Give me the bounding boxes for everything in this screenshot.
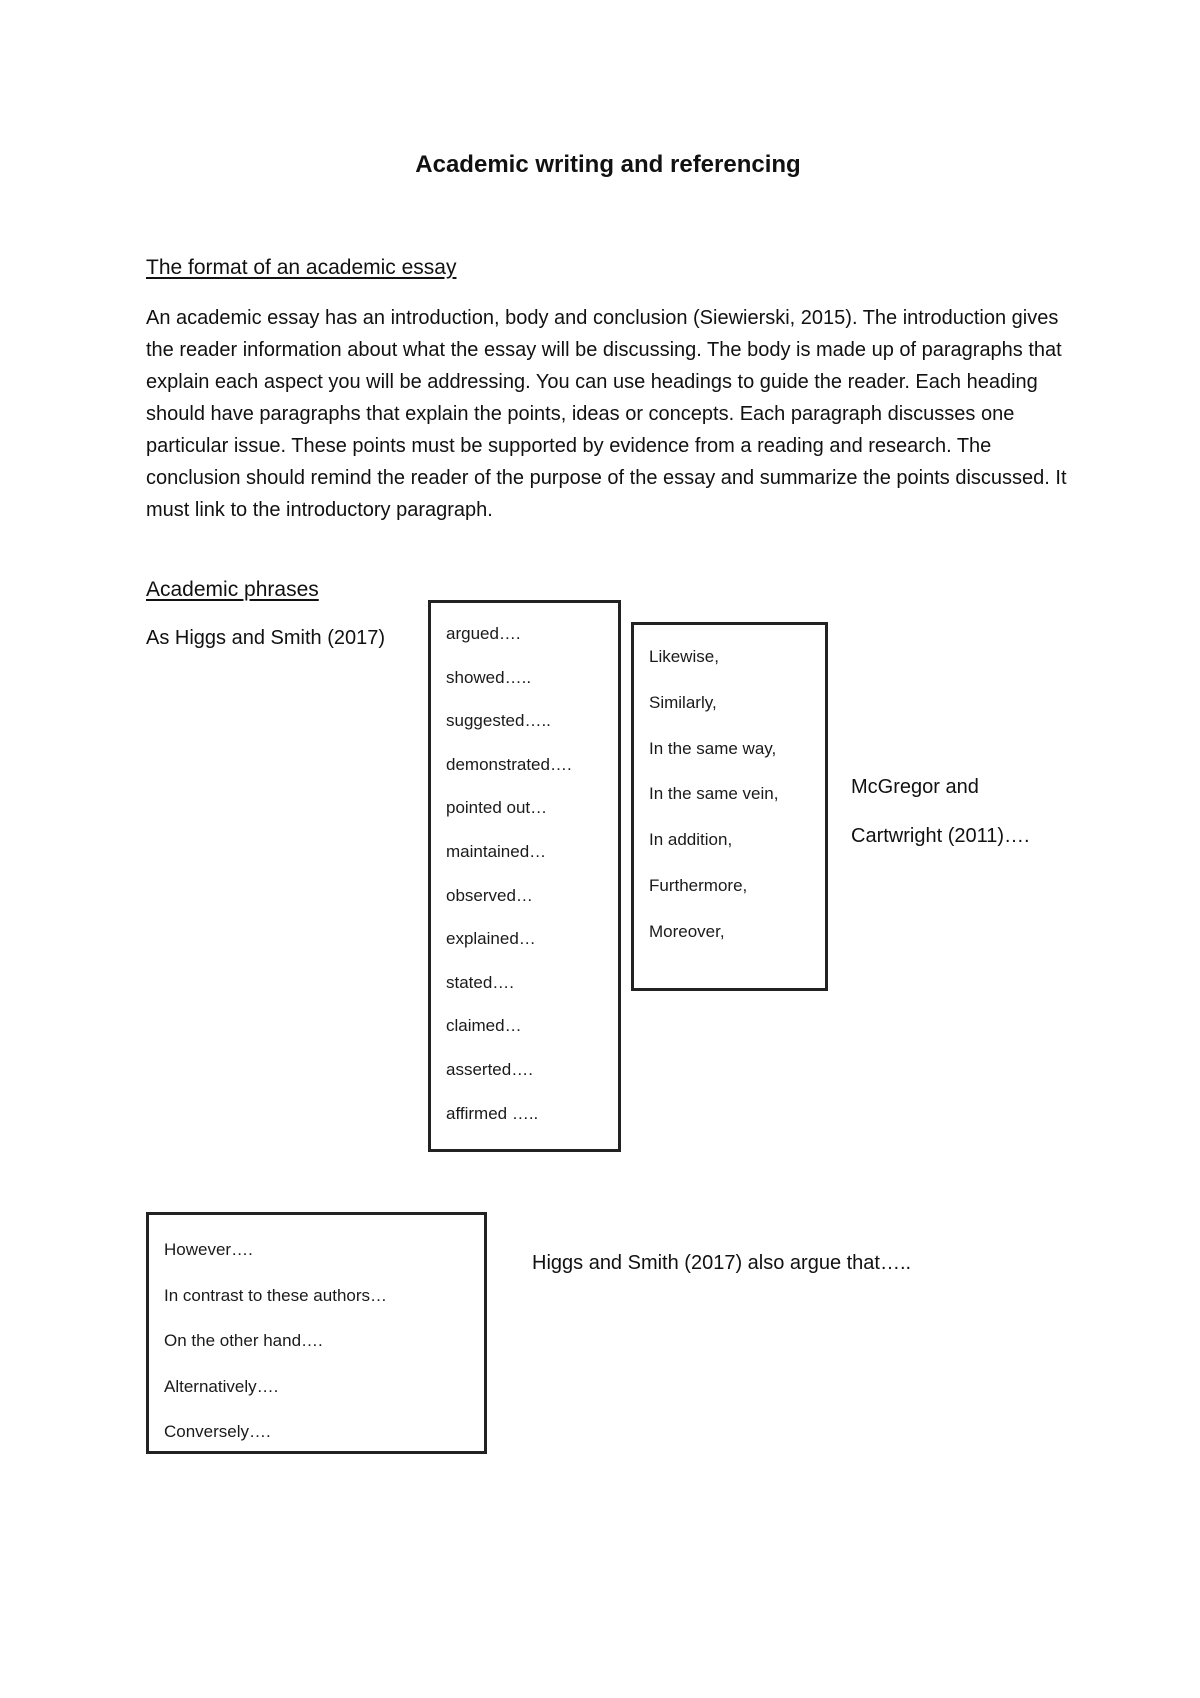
list-item: However…. [164, 1240, 253, 1259]
list-item: Likewise, [649, 647, 719, 666]
also-argue-phrase: Higgs and Smith (2017) also argue that….. [532, 1252, 912, 1274]
list-item: pointed out… [446, 798, 548, 818]
list-item: Furthermore, [649, 875, 748, 895]
section-heading-academic-phrases: Academic phrases [146, 578, 319, 601]
list-item: In the same vein, [649, 784, 779, 804]
list-item: affirmed ….. [446, 1103, 539, 1123]
list-item: Moreover, [649, 921, 725, 941]
list-item: Conversely…. [164, 1422, 271, 1442]
list-item: Similarly, [649, 692, 717, 712]
list-item: maintained… [446, 841, 547, 861]
list-item: explained… [446, 929, 536, 949]
list-item: argued…. [446, 624, 521, 643]
contrast-phrases-list [149, 1215, 484, 1455]
author-citation [851, 763, 1030, 861]
list-item: In contrast to these authors… [164, 1285, 388, 1305]
list-item: On the other hand…. [164, 1331, 323, 1351]
section-heading-essay-format: The format of an academic essay [146, 256, 457, 279]
intro-phrase: As Higgs and Smith (2017) [146, 627, 386, 649]
list-item: In addition, [649, 830, 733, 850]
list-item: In the same way, [649, 738, 777, 758]
list-item: stated…. [446, 972, 515, 992]
reporting-verbs-box [428, 600, 621, 1152]
list-item: suggested….. [446, 711, 551, 731]
list-item: claimed… [446, 1016, 522, 1036]
author-citation-line: Cartwright (2011)…. [851, 825, 1030, 847]
list-item: showed….. [446, 667, 532, 687]
document-title: Academic writing and referencing [415, 151, 801, 178]
reporting-verbs-list [431, 603, 618, 1135]
similarity-phrases-box [631, 622, 828, 991]
list-item: asserted…. [446, 1059, 533, 1079]
essay-format-paragraph: An academic essay has an introduction, body and conclusion (Siewierski, 2015). The introduction gives the reader information about what the essay will be discussing. The body is made up of paragraphs that explain each aspect you will be addressing. You can use headings to guide the reader. Each heading should have paragraphs that explain the points, ideas or concepts. Each paragraph discusses one particular issue. These points must be supported by evidence from a reading and research. The conclusion should remind the reader of the purpose of the essay and summarize the points discussed. It must link to the introductory paragraph. [146, 307, 1067, 521]
contrast-phrases-box [146, 1212, 487, 1454]
similarity-phrases-list [634, 625, 825, 955]
list-item: observed… [446, 885, 533, 905]
list-item: Alternatively…. [164, 1376, 279, 1396]
list-item: demonstrated…. [446, 754, 572, 774]
author-citation-line: McGregor and [851, 776, 979, 798]
